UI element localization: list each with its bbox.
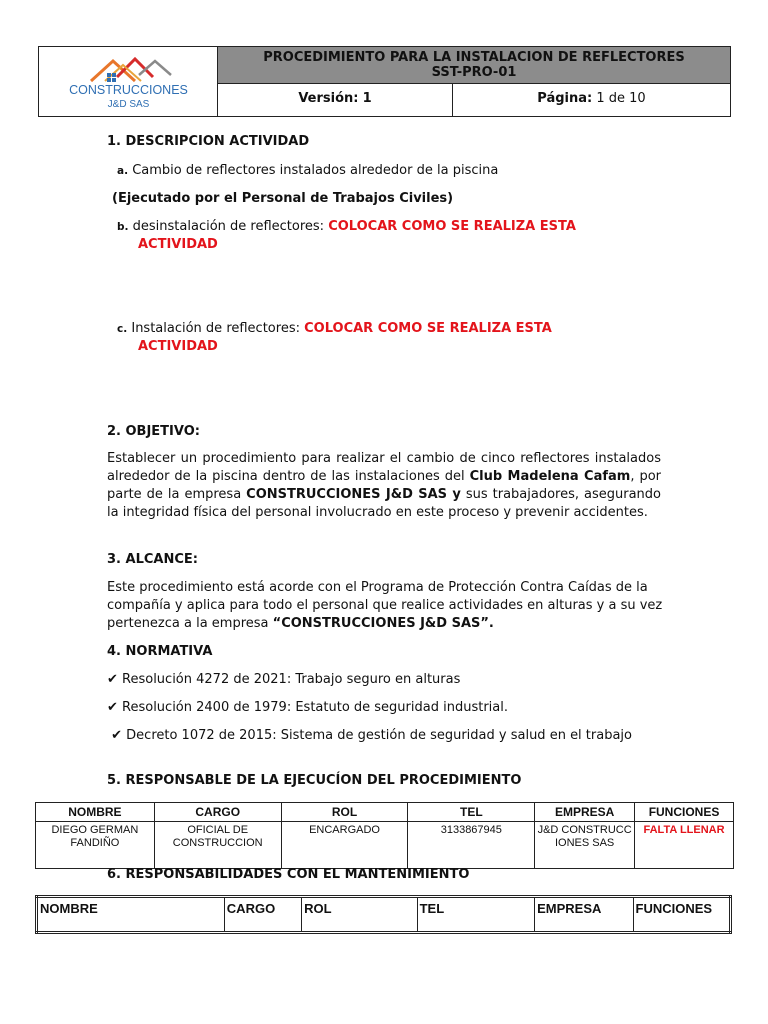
table-cell: OFICIAL DE CONSTRUCCION <box>154 822 281 869</box>
column-header: FUNCIONES <box>633 897 730 933</box>
company-name: “CONSTRUCCIONES J&D SAS”. <box>272 616 494 631</box>
page-value: 1 de 10 <box>596 91 646 106</box>
table-cell: 3133867945 <box>408 822 535 869</box>
table-row <box>36 822 734 869</box>
placeholder-note: ACTIVIDAD <box>138 237 218 252</box>
section-2-heading: 2. OBJETIVO: <box>107 424 200 439</box>
logo-subtext: J&D SAS <box>107 99 150 110</box>
scope-paragraph <box>107 579 663 633</box>
text-run: sus trabajadores, asegurando la integridad física del personal involucrado en este proceso y prevenir accidentes. <box>107 487 661 520</box>
list-item-a <box>117 162 498 180</box>
list-text: Cambio de reflectores instalados alrededor de la piscina <box>132 163 499 178</box>
placeholder-note: ACTIVIDAD <box>138 339 218 354</box>
version-cell <box>218 84 453 116</box>
document-code: SST-PRO-01 <box>431 65 517 80</box>
regulation-item: ✔ Decreto 1072 de 2015: Sistema de gestión de seguridad y salud en el trabajo <box>107 728 632 743</box>
section-3-heading: 3. ALCANCE: <box>107 552 198 567</box>
text-run: Establecer un procedimiento para realizar el cambio de cinco reflectores instalados alrededor de la piscina dentro de las instalaciones del <box>107 451 661 484</box>
client-name: Club Madelena Cafam <box>469 469 631 484</box>
responsible-table <box>35 802 734 869</box>
column-header: FUNCIONES <box>635 803 734 822</box>
section-5-heading: 5. RESPONSABLE DE LA EJECUCÍON DEL PROCEDIMIENTO <box>107 773 522 788</box>
list-marker: a. <box>117 165 129 177</box>
column-header: CARGO <box>154 803 281 822</box>
section-1-heading: 1. DESCRIPCION ACTIVIDAD <box>107 134 310 149</box>
list-marker: c. <box>117 323 128 335</box>
section-4-heading: 4. NORMATIVA <box>107 644 213 659</box>
column-header: EMPRESA <box>535 803 635 822</box>
executed-by-note: (Ejecutado por el Personal de Trabajos Civiles) <box>112 191 454 206</box>
logo-text: CONSTRUCCIONES <box>69 83 188 97</box>
list-text: Instalación de reflectores: <box>131 321 305 336</box>
version-label: Versión: <box>298 91 359 106</box>
column-header: ROL <box>302 897 417 933</box>
list-item-c <box>117 320 552 338</box>
maintenance-table <box>35 895 732 934</box>
objective-paragraph <box>107 450 661 522</box>
text-run: , por parte de la empresa <box>107 469 661 502</box>
table-cell: FALTA LLENAR <box>635 822 734 869</box>
company-name: CONSTRUCCIONES J&D SAS y <box>246 487 461 502</box>
version-value: 1 <box>362 91 372 106</box>
table-cell: J&D CONSTRUCCIONES SAS <box>535 822 635 869</box>
table-header-row <box>37 897 731 933</box>
table-header-row <box>36 803 734 822</box>
table-cell: ENCARGADO <box>281 822 408 869</box>
list-text: desinstalación de reflectores: <box>132 219 329 234</box>
document-title <box>218 47 730 84</box>
page-label: Página: <box>537 91 593 106</box>
house-roof-icon <box>83 55 175 85</box>
regulation-item: ✔ Resolución 2400 de 1979: Estatuto de seguridad industrial. <box>107 700 508 715</box>
column-header: TEL <box>417 897 535 933</box>
section-6-heading: 6. RESPONSABILIDADES CON EL MANTENIMIENTO <box>107 867 470 882</box>
placeholder-note: COLOCAR COMO SE REALIZA ESTA <box>328 219 576 234</box>
column-header: ROL <box>281 803 408 822</box>
document-header <box>38 46 731 117</box>
title-line: PROCEDIMIENTO PARA LA INSTALACION DE REFLECTORES <box>263 50 685 65</box>
list-item-b <box>117 218 576 236</box>
regulation-item: ✔ Resolución 4272 de 2021: Trabajo seguro en alturas <box>107 672 461 687</box>
table-cell: DIEGO GERMAN FANDIÑO <box>36 822 155 869</box>
placeholder-note: COLOCAR COMO SE REALIZA ESTA <box>304 321 552 336</box>
page-cell <box>453 84 730 116</box>
text-run: Este procedimiento está acorde con el Programa de Protección Contra Caídas de la compañía y aplica para todo el personal que realice actividades en alturas y a su vez pertenezca a la empresa <box>107 580 663 631</box>
column-header: NOMBRE <box>37 897 225 933</box>
column-header: TEL <box>408 803 535 822</box>
column-header: EMPRESA <box>535 897 633 933</box>
list-marker: b. <box>117 221 129 233</box>
column-header: CARGO <box>224 897 301 933</box>
column-header: NOMBRE <box>36 803 155 822</box>
company-logo <box>39 47 218 116</box>
